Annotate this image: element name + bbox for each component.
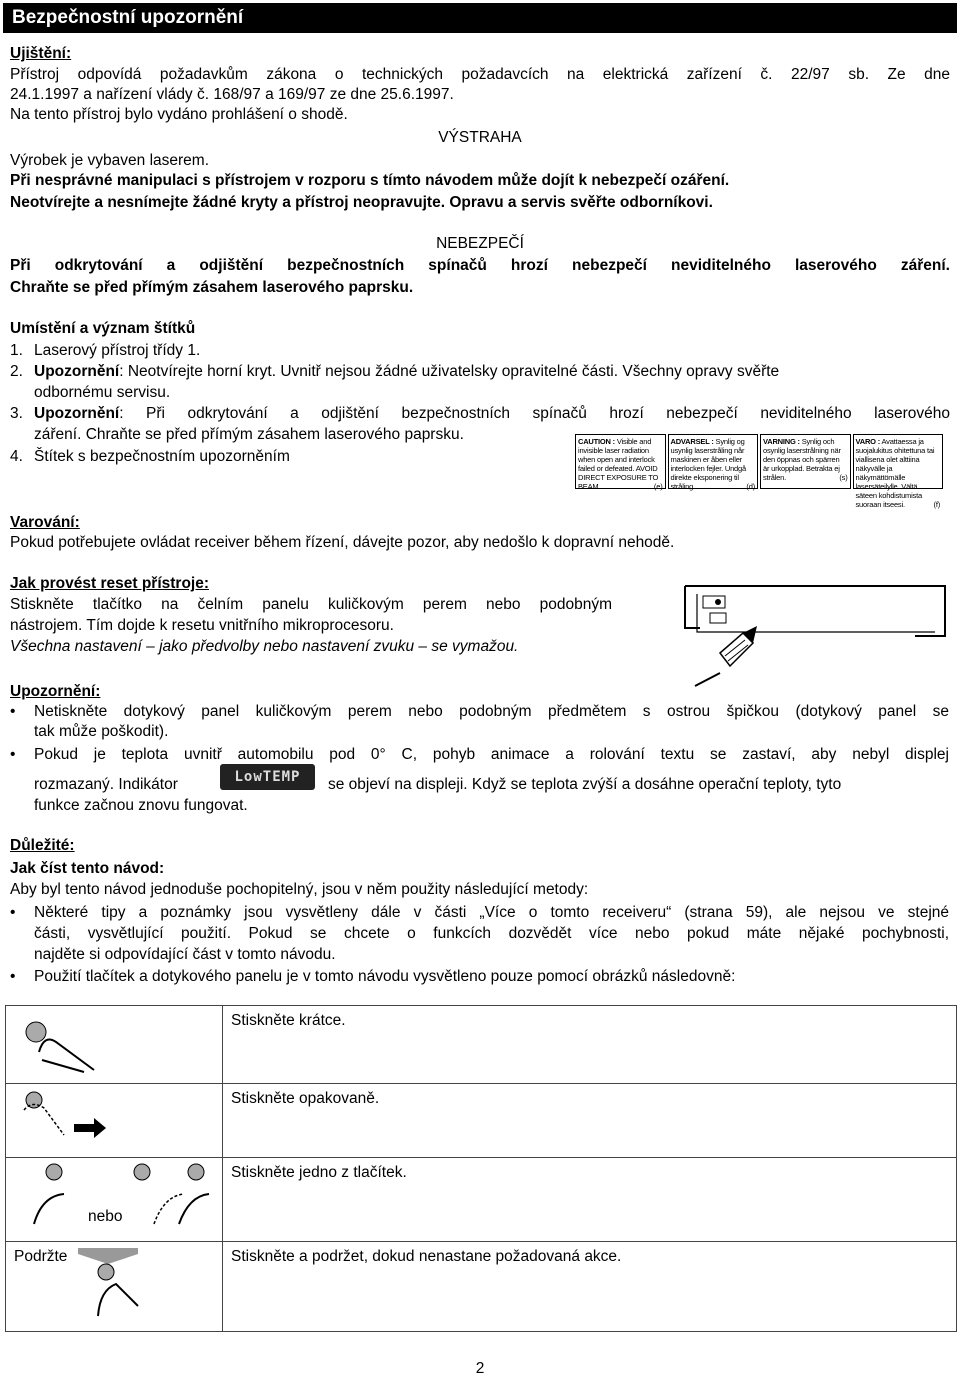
press-one-of-buttons-text: Stiskněte jedno z tlačítek.	[223, 1158, 957, 1242]
important-bullet-line: najděte si odpovídající část v tomto návodu.	[34, 946, 336, 963]
notice-bullet-line: tak může poškodit).	[34, 723, 169, 740]
labels-item-caution-label: Upozornění	[34, 405, 120, 422]
declaration-line: Na tento přístroj bylo vydáno prohlášení o shodě.	[10, 106, 348, 123]
notice-bullet-line: se objeví na displeji. Když se teplota zvýší a dosáhne operační teploty, tyto	[328, 776, 842, 793]
button-operation-table	[5, 1005, 957, 1332]
press-and-hold-text: Stiskněte a podržet, dokud nenastane požadovaná akce.	[223, 1242, 957, 1332]
warning-line: Neotvírejte a nesnímejte žádné kryty a přístroj neopravujte. Opravu a servis svěřte odborníkovi.	[10, 194, 713, 211]
hold-icon-cell	[6, 1242, 223, 1332]
sticker-panel-da: ADVARSEL : Synlig og usynlig laserstråling når maskinen er åben eller interlocken fejler. Undgå direkte eksponering til stråling. (d)	[668, 434, 759, 489]
reset-illustration	[625, 578, 955, 688]
sticker-panel-fi: VARO : Avattaessa ja suojalukitus ohitettuna tai viallisena olet alttiina näkyvälle ja näkymättömälle lasersäteilylle. Vältä säteen kohdistumista suoraan itseesi. (f)	[853, 434, 944, 489]
driving-text: Pokud potřebujete ovládat receiver během řízení, dávejte pozor, aby nedošlo k dopravní nehodě.	[10, 534, 675, 551]
finger-press-icon	[14, 1012, 104, 1072]
important-intro: Aby byl tento návod jednoduše pochopitelný, jsou v něm použity následující metody:	[10, 881, 589, 898]
reset-line: Všechna nastavení – jako předvolby nebo nastavení zvuku – se vymažou.	[10, 638, 519, 655]
press-briefly-text: Stiskněte krátce.	[223, 1006, 957, 1084]
finger-hold-icon	[68, 1248, 158, 1318]
press-repeat-icon-cell	[6, 1084, 223, 1158]
notice-bullet-line: Pokud je teplota uvnitř automobilu pod 0° C, pohyb animace a rolování textu se zastaví, aby nebyl displej	[34, 746, 949, 763]
or-label: nebo	[88, 1208, 123, 1225]
labels-item-text: : Při odkrytování a odjištění bezpečnostních spínačů hrozí nebezpečí neviditelného laserového	[119, 405, 950, 422]
danger-line: Při odkrytování a odjištění bezpečnostních spínačů hrozí nebezpečí neviditelného laserového záření.	[10, 257, 950, 274]
important-bullet-line: Použití tlačítek a dotykového panelu je v tomto návodu vysvětleno pouze pomocí obrázků následovně:	[34, 968, 736, 985]
press-either-icon-cell	[6, 1158, 223, 1242]
labels-item	[34, 404, 950, 424]
notice-bullet-line: funkce začnou znovu fungovat.	[34, 797, 248, 814]
page-number: 2	[475, 1360, 485, 1377]
important-heading: Důležité:	[10, 837, 75, 854]
sticker-panel-en: CAUTION : Visible and invisible laser radiation when open and interlock failed or defeated. AVOID DIRECT EXPOSURE TO BEAM. (e)	[575, 434, 666, 489]
danger-line: Chraňte se před přímým zásahem laserového paprsku.	[10, 279, 414, 296]
labels-item-number: 4.	[10, 448, 23, 465]
labels-item-text: : Neotvírejte horní kryt. Uvnitř nejsou žádné uživatelsky opravitelné části. Všechny opravy svěřte	[119, 363, 780, 380]
notice-bullet-line: rozmazaný. Indikátor	[34, 776, 178, 793]
labels-item	[34, 362, 779, 382]
reset-line: nástrojem. Tím dojde k resetu vnitřního mikroprocesoru.	[10, 617, 394, 634]
important-bullet-line: části, vysvětlující použití. Pokud se chcete o funkcích dozvědět více nebo pokud máte nějaké pochybnosti,	[34, 925, 949, 942]
important-bullet-line: Některé tipy a poznámky jsou vysvětleny dále v části „Více o tomto receiveru“ (strana 59), ale nejsou ve stejné	[34, 904, 949, 921]
hold-label: Podržte	[14, 1248, 68, 1265]
lowtemp-indicator-icon: LowTEMP	[220, 764, 315, 790]
warning-title: VÝSTRAHA	[438, 129, 522, 146]
labels-item: Laserový přístroj třídy 1.	[34, 342, 201, 359]
reset-heading: Jak provést reset přístroje:	[10, 575, 210, 592]
labels-item-number: 2.	[10, 363, 23, 380]
labels-item-number: 1.	[10, 342, 23, 359]
notice-heading: Upozornění:	[10, 683, 101, 700]
notice-bullet-line: Netiskněte dotykový panel kuličkovým perem nebo podobným předmětem s ostrou špičkou (dotykový panel se	[34, 703, 949, 720]
reset-line: Stiskněte tlačítko na čelním panelu kuličkovým perem nebo podobným	[10, 596, 612, 613]
declaration-line: Přístroj odpovídá požadavkům zákona o technických požadavcích na elektrická zařízení č. 22/97 sb. Ze dne	[10, 66, 950, 83]
laser-warning-sticker	[575, 434, 943, 509]
labels-item: Štítek s bezpečnostním upozorněním	[34, 448, 290, 465]
section-header: Bezpečnostní upozornění	[3, 3, 957, 33]
labels-item-continuation: záření. Chraňte se před přímým zásahem laserového paprsku.	[34, 426, 464, 443]
danger-title: NEBEZPEČÍ	[436, 235, 524, 252]
table-row	[6, 1242, 957, 1332]
declaration-line: 24.1.1997 a nařízení vlády č. 168/97 a 169/97 ze dne 25.6.1997.	[10, 86, 454, 103]
sticker-panel-sv: VARNING : Synlig och osynlig laserstrålning när den öppnas och spärren är urkopplad. Betrakta ej strålen. (s)	[760, 434, 851, 489]
finger-repeat-icon	[14, 1090, 109, 1146]
table-row	[6, 1158, 957, 1242]
warning-line: Výrobek je vybaven laserem.	[10, 152, 210, 169]
table-row	[6, 1084, 957, 1158]
warning-line: Při nesprávné manipulaci s přístrojem v rozporu s tímto návodem může dojít k nebezpečí ozáření.	[10, 172, 730, 189]
labels-item-caution-label: Upozornění	[34, 363, 120, 380]
declaration-heading: Ujištění:	[10, 45, 72, 62]
press-icon-cell	[6, 1006, 223, 1084]
labels-item-number: 3.	[10, 405, 23, 422]
driving-heading: Varování:	[10, 514, 80, 531]
table-row	[6, 1006, 957, 1084]
labels-item-continuation: odbornému servisu.	[34, 384, 171, 401]
press-repeatedly-text: Stiskněte opakovaně.	[223, 1084, 957, 1158]
important-subheading: Jak číst tento návod:	[10, 860, 165, 877]
labels-heading: Umístění a význam štítků	[10, 320, 196, 337]
